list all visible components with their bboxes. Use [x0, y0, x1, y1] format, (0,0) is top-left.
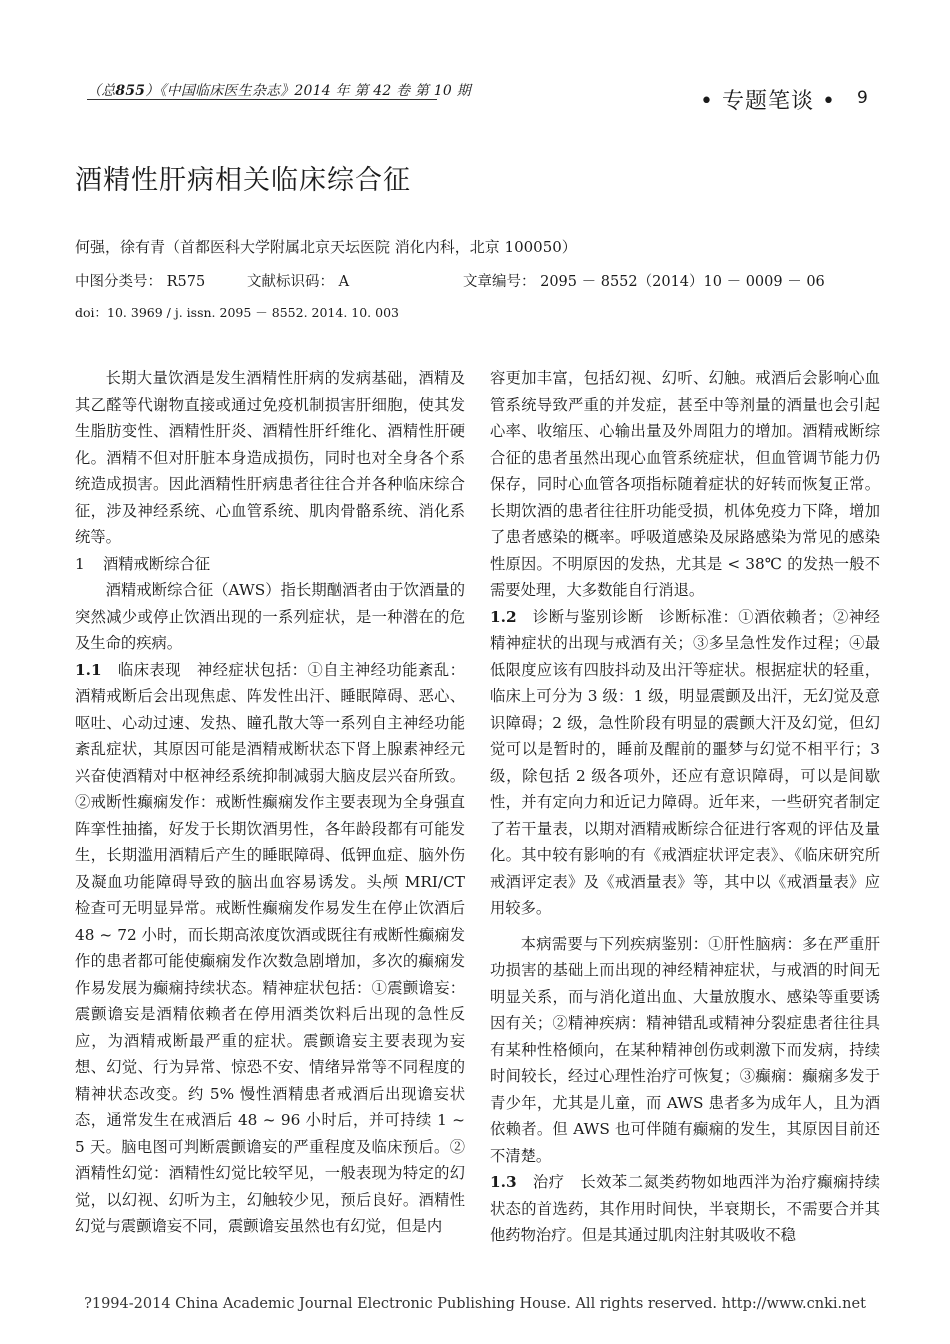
subsection-1-3-number: 1.3: [490, 1173, 517, 1191]
doi-line: doi：10. 3969 / j. issn. 2095 － 8552. 2014. 10. 003: [75, 305, 399, 320]
document-code: 文献标识码： A: [247, 274, 350, 290]
subsection-1-2-text: 诊断标准：①酒依赖者；②神经精神症状的出现与戒酒有关；③多呈急性发作过程；④最低限度应该有四肢抖动及出汗等症状。根据症状的轻重，临床上可分为 3 级：1 级，明显震颤及出汗，无幻觉及意识障碍；2 级，急性阶段有明显的震颤大汗及幻觉，但幻觉可以是暂时的，睡前及醒前的噩梦与幻觉不相平行；3 级，除包括 2 级各项外，还应有意识障碍，可以是间歇性，并有定向力和近记力障碍。近年来，一些研究者制定了若干量表，以期对酒精戒断综合征进行客观的评估及量化。其中较有影响的有《戒酒症状评定表》、《临床研究所戒酒评定表》及《戒酒量表》等，其中以《戒酒量表》应用较多。: [490, 607, 880, 917]
subsection-1-2-number: 1.2: [490, 607, 517, 626]
left-column: [75, 365, 465, 1240]
continued-paragraph: 容更加丰富，包括幻视、幻听、幻触。戒酒后会影响心血管系统导致严重的并发症，甚至中等剂量的酒量也会引起心率、收缩压、心输出量及外周阻力的增加。酒精戒断综合征的患者虽然出现心血管系统症状，但血管调节能力仍保存，同时心血管各项指标随着症状的好转而恢复正常。长期饮酒的患者往往肝功能受损，机体免疫力下降，增加了患者感染的概率。呼吸道感染及尿路感染为常见的感染性原因。不明原因的发热，尤其是 < 38℃ 的发热一般不需要处理，大多数能自行消退。: [490, 369, 880, 599]
copyright-footer: ?1994-2014 China Academic Journal Electronic Publishing House. All rights reserved. http://www.cnki.net: [84, 1296, 866, 1312]
header-rule: [87, 99, 437, 100]
subsection-1-1-text: 神经症状包括：①自主神经功能紊乱：酒精戒断后会出现焦虑、阵发性出汗、睡眠障碍、恶心、呕吐、心动过速、发热、瞳孔散大等一系列自主神经功能紊乱症状，其原因可能是酒精戒断状态下肾上腺素神经元兴奋使酒精对中枢神经系统抑制减弱大脑皮层兴奋所致。②戒断性癫痫发作：戒断性癫痫发作主要表现为全身强直阵挛性抽搐，好发于长期饮酒男性，各年龄段都有可能发生，长期滥用酒精后产生的睡眠障碍、低钾血症、脑外伤及凝血功能障碍导致的脑出血容易诱发。头颅 MRI/CT 检查可无明显异常。戒断性癫痫发作易发生在停止饮酒后 48 ~ 72 小时，而长期高浓度饮酒或既往有戒断性癫痫发作的患者都可能使癫痫发作次数急剧增加，多次的癫痫发作易发展为癫痫持续状态。精神症状包括：①震颤谵妄：震颤谵妄是酒精依赖者在停用酒类饮料后出现的急性反应，为酒精戒断最严重的症状。震颤谵妄主要表现为妄想、幻觉、行为异常、惊恐不安、情绪异常等不同程度的精神状态改变。约 5% 慢性酒精患者戒酒后出现谵妄状态，通常发生在戒酒后 48 ~ 96 小时后，并可持续 1 ~ 5 天。脑电图可判断震颤谵妄的严重程度及临床预后。②酒精性幻觉：酒精性幻觉比较罕见，一般表现为特定的幻觉，以幻视、幻听为主，幻触较少见，预后良好。酒精性幻觉与震颤谵妄不同，震颤谵妄虽然也有幻觉，但是内: [75, 660, 465, 1235]
subsection-1-1: [75, 657, 465, 1240]
classification-line: [75, 270, 875, 291]
running-header: [87, 80, 471, 100]
class-number: 中图分类号： R575: [75, 274, 206, 290]
header-journal-issue: ）《中国临床医生杂志》2014 年 第 42 卷 第 10 期: [145, 83, 471, 99]
subsection-1-2-title: 诊断与鉴别诊断: [532, 607, 644, 626]
section-1-paragraph: 酒精戒断综合征（AWS）指长期酗酒者由于饮酒量的突然减少或停止饮酒出现的一系列症状，是一种潜在的危及生命的疾病。: [75, 581, 465, 652]
header-total-prefix: （总: [87, 83, 116, 99]
subsection-1-1-number: 1.1: [75, 660, 102, 679]
subsection-1-1-title: 临床表现: [117, 660, 182, 679]
page-number: 9: [857, 88, 868, 108]
intro-paragraph: 长期大量饮酒是发生酒精性肝病的发病基础，酒精及其乙醛等代谢物直接或通过免疫机制损害肝细胞，使其发生脂肪变性、酒精性肝炎、酒精性肝纤维化、酒精性肝硬化。酒精不但对肝脏本身造成损伤，同时也对全身各个系统造成损害。因此酒精性肝病患者往往合并各种临床综合征，涉及神经系统、心血管系统、肌肉骨骼系统、消化系统等。: [75, 369, 465, 546]
differential-diagnosis-paragraph: 本病需要与下列疾病鉴别：①肝性脑病：多在严重肝功损害的基础上而出现的神经精神症状，与戒酒的时间无明显关系，而与消化道出血、大量放腹水、感染等重要诱因有关；②精神疾病：精神错乱或精神分裂症患者往往具有某种性格倾向，在某种精神创伤或刺激下而发病，持续时间较长，经过心理性治疗可恢复；③癫痫：癫痫多发于青少年，尤其是儿童，而 AWS 患者多为成年人，且为酒依赖者。但 AWS 也可伴随有癫痫的发生，其原因目前还不清楚。: [490, 934, 880, 1165]
header-total-number: 855: [115, 83, 146, 99]
section-1-heading: [75, 551, 465, 578]
right-column: [490, 365, 880, 1249]
subsection-1-3-text: 长效苯二氮类药物如地西泮为治疗癫痫持续状态的首选药，其作用时间快，半衰期长，不需要合并其他药物治疗。但是其通过肌肉注射其吸收不稳: [490, 1173, 880, 1244]
subsection-1-2: [490, 604, 880, 922]
subsection-1-3: [490, 1169, 880, 1249]
article-number: 文章编号： 2095 － 8552（2014）10 － 0009 － 06: [463, 274, 825, 290]
section-1-title: 酒精戒断综合征: [103, 554, 211, 573]
section-1-number: 1: [75, 554, 85, 573]
section-label: • 专题笔谈 •: [700, 89, 836, 114]
article-authors: 何强，徐有青（首都医科大学附属北京天坛医院 消化内科，北京 100050）: [75, 238, 577, 256]
subsection-1-3-title: 治疗: [532, 1173, 565, 1191]
article-title: 酒精性肝病相关临床综合征: [75, 165, 411, 196]
paragraph-gap: [490, 922, 880, 931]
